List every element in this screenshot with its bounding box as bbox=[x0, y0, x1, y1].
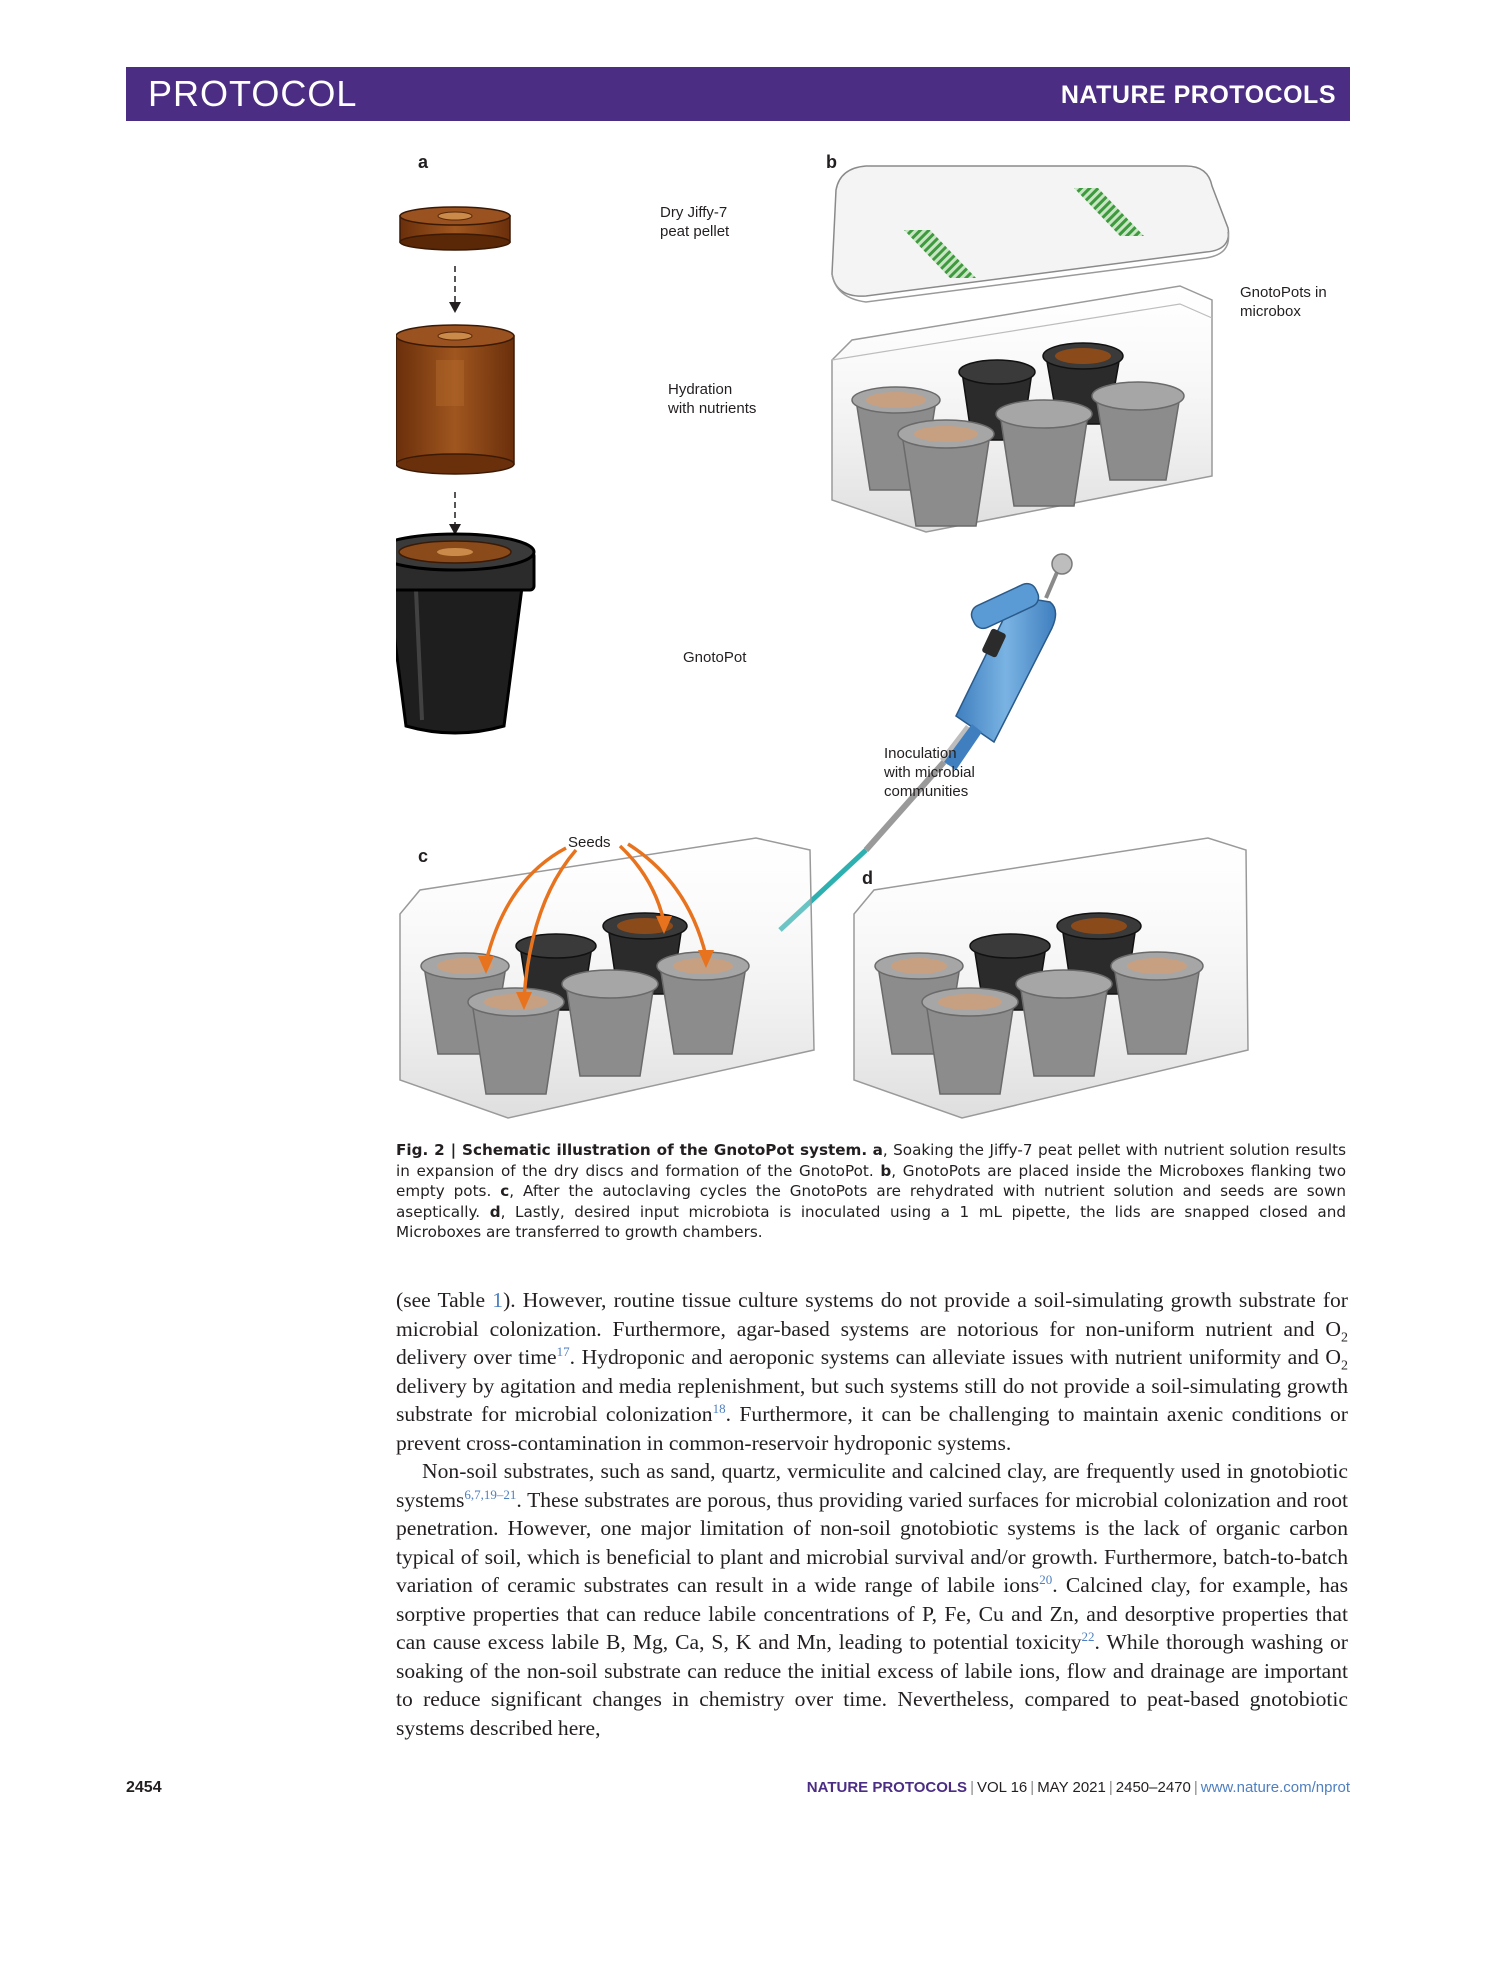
arrow-hydrated-to-gnotopot bbox=[449, 492, 461, 535]
footer-date: MAY 2021 bbox=[1037, 1779, 1106, 1796]
label-dry-pellet-line1: Dry Jiffy-7 bbox=[660, 204, 728, 221]
caption-d-text: , Lastly, desired input microbiota is inoculated using a 1 mL pipette, the lids are snapped closed and Microboxes are transferred to growth chambers. bbox=[396, 1202, 1346, 1241]
label-inoculation-line3: communities bbox=[884, 783, 969, 800]
caption-c-text: , After the autoclaving cycles the GnotoPots are rehydrated with nutrient solution and seeds are sown aseptically. bbox=[396, 1182, 1346, 1221]
label-hydration-line1: Hydration bbox=[668, 381, 733, 398]
microbox-b bbox=[832, 286, 1212, 532]
p2-s1: Non-soil substrates, such as sand, quartz, vermiculite and calcined clay, are frequently used in gnotobiotic systems bbox=[396, 1459, 1348, 1512]
footer-journal: NATURE PROTOCOLS bbox=[806, 1779, 968, 1796]
caption-b-text: , GnotoPots are placed inside the Microboxes flanking two empty pots. bbox=[396, 1161, 1346, 1200]
microbox-lid bbox=[832, 166, 1229, 302]
caption-c-label: c bbox=[500, 1182, 510, 1200]
p2-s3: . Calcined clay, for example, has sorptive properties that can reduce labile concentrations of P, Fe, Cu and Zn, and desorptive properties that can cause excess labile B, Mg, Ca, S, K and Mn, leading to potential toxicity bbox=[396, 1573, 1348, 1654]
header-banner bbox=[126, 67, 1350, 121]
label-inoculation-line1: Inoculation bbox=[884, 745, 957, 762]
journal-name: NATURE PROTOCOLS bbox=[1060, 81, 1336, 109]
ref-17[interactable]: 17 bbox=[556, 1343, 570, 1359]
ref-6-7-19-21[interactable]: 6,7,19–21 bbox=[464, 1486, 517, 1502]
label-gnotopot: GnotoPot bbox=[683, 649, 747, 666]
label-seeds: Seeds bbox=[568, 834, 611, 851]
panel-label-a: a bbox=[418, 152, 429, 172]
panel-label-b: b bbox=[826, 152, 837, 172]
p1-sub-2b: 2 bbox=[1341, 1358, 1348, 1374]
label-gnotopots-in-microbox-line2: microbox bbox=[1240, 303, 1301, 320]
ref-18[interactable]: 18 bbox=[712, 1400, 726, 1416]
label-dry-pellet-line2: peat pellet bbox=[660, 223, 730, 240]
label-hydration-line2: with nutrients bbox=[668, 400, 757, 417]
paragraph-2 bbox=[396, 1457, 1348, 1742]
body-text bbox=[396, 1286, 1348, 1742]
arrow-dry-to-hydrated bbox=[449, 266, 461, 313]
gnotopot-black-pot bbox=[396, 534, 534, 733]
footer-pages: 2450–2470 bbox=[1115, 1779, 1191, 1796]
microbox-c bbox=[400, 838, 814, 1118]
p1-sub-2: 2 bbox=[1341, 1329, 1348, 1345]
caption-b-label: b bbox=[880, 1161, 892, 1180]
footer-citation: NATURE PROTOCOLS | VOL 16 | MAY 2021 | 2450–2470 | www.nature.com/nprot bbox=[806, 1779, 1350, 1796]
caption-d-label: d bbox=[489, 1202, 501, 1221]
hydrated-peat-pellet bbox=[396, 325, 514, 474]
p1-s5: delivery by agitation and media replenishment, but such systems still do not provide a soil-simulating growth substrate for microbial colonization bbox=[396, 1373, 1348, 1426]
table-1-link[interactable]: 1 bbox=[492, 1288, 504, 1312]
label-inoculation-line2: with microbial bbox=[884, 764, 975, 781]
footer-volume: VOL 16 bbox=[976, 1779, 1028, 1796]
panel-label-c: c bbox=[418, 846, 429, 866]
ref-20[interactable]: 20 bbox=[1039, 1571, 1053, 1587]
p2-s4: . While thorough washing or soaking of the non-soil substrate can reduce the initial excess of labile ions, flow and drainage are important to reduce significant changes in chemistry over time. Nevertheless, compared to peat-based gnotobiotic systems described here, bbox=[396, 1630, 1348, 1740]
p1-s6: . Furthermore, it can be challenging to maintain axenic conditions or prevent cross-contamination in common-reservoir hydroponic systems. bbox=[396, 1402, 1348, 1455]
p1-s4: . Hydroponic and aeroponic systems can alleviate issues with nutrient uniformity and O bbox=[569, 1345, 1341, 1369]
figure-gnotopot-schematic bbox=[396, 150, 1350, 1140]
caption-fig-label: Fig. 2 | Schematic illustration of the GnotoPot system. bbox=[396, 1141, 868, 1159]
caption-a-text: , Soaking the Jiffy-7 peat pellet with nutrient solution results in expansion of the dry discs and formation of the GnotoPot. bbox=[396, 1141, 1346, 1180]
p2-s2: . These substrates are porous, thus providing varied surfaces for microbial colonization and root penetration. However, one major limitation of non-soil gnotobiotic systems is the lack of organic carbon typical of soil, which is beneficial to plant and microbial survival and/or growth. Furthermore, batch-to-batch variation of ceramic substrates can result in a wide range of labile ions bbox=[396, 1487, 1348, 1597]
caption-a-label: a bbox=[872, 1141, 883, 1159]
ref-22[interactable]: 22 bbox=[1081, 1628, 1095, 1644]
page-number: 2454 bbox=[126, 1779, 162, 1796]
p1-s2: ). However, routine tissue culture systems do not provide a soil-simulating growth substrate for microbial colonization. Furthermore, agar-based systems are notorious for non-uniform nutrient and O bbox=[396, 1288, 1348, 1341]
dry-peat-pellet bbox=[400, 207, 510, 250]
panel-label-d: d bbox=[862, 868, 873, 888]
microbox-d bbox=[854, 838, 1248, 1118]
paragraph-1 bbox=[396, 1286, 1348, 1457]
p1-s3: delivery over time bbox=[396, 1345, 557, 1369]
figure-caption bbox=[396, 1140, 1346, 1243]
label-gnotopots-in-microbox-line1: GnotoPots in bbox=[1240, 284, 1327, 301]
p1-s1: (see Table bbox=[396, 1288, 493, 1312]
footer-url-link[interactable]: www.nature.com/nprot bbox=[1200, 1779, 1350, 1796]
section-label: PROTOCOL bbox=[148, 73, 358, 114]
